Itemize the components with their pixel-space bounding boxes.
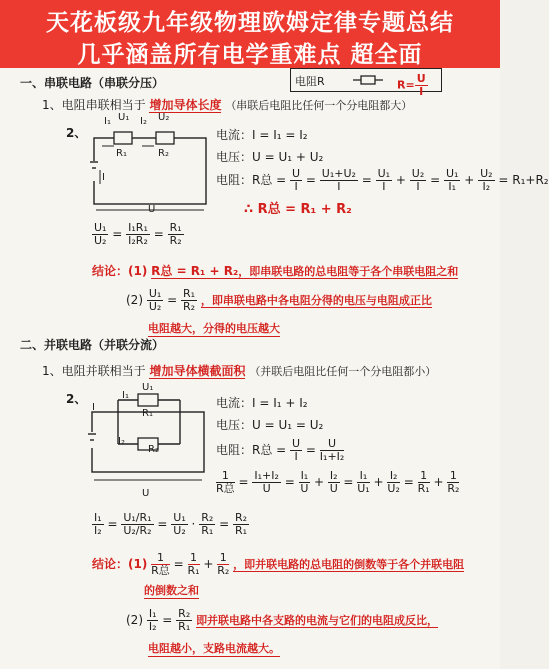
parallel-circuit-diagram [88, 392, 208, 488]
series-conclusion-2-lead: (2) [126, 293, 143, 307]
series-label-r2: R₂ [158, 148, 169, 159]
series-label-r1: R₁ [116, 148, 127, 159]
notes-page [0, 68, 549, 669]
series-circuit-diagram [90, 126, 220, 216]
series-point-2-number: 2、 [66, 126, 87, 140]
parallel-resistance-lead: 电阻：R总 = [216, 443, 287, 457]
series-label-u: U [148, 204, 156, 215]
series-label-i1: I₁ [104, 116, 111, 127]
parallel-label-r1: R₁ [142, 408, 153, 419]
legend-resistor-label: 电阻R [295, 75, 325, 88]
title-banner [0, 0, 500, 68]
parallel-label-i: I [92, 402, 95, 413]
series-label-i2: I₂ [140, 116, 147, 127]
series-conclusion-2-tail: 电阻越大，分得的电压越大 [148, 322, 280, 335]
series-conclusion-2-text: ，即串联电路中各电阻分得的电压与电阻成正比 [200, 294, 432, 307]
legend-box [290, 68, 442, 98]
series-conclusion-2: (2) $\frac{\text{U₁}}{\text{U₂}}$ = $\frac{\text{R₁}}{\text{R₂}}$ ，即串联电路中各电阻分得的电压与电阻成正比 [126, 287, 432, 313]
series-section-title: 一、串联电路（串联分压） [20, 76, 165, 90]
series-resistance-result: ∴ R总 = R₁ + R₂ [244, 202, 352, 217]
ohm-law-formula: R= $\frac{U}{I}$ [397, 72, 426, 98]
parallel-label-i2: I₂ [118, 436, 125, 447]
parallel-label-u1: U₁ [142, 382, 154, 393]
series-point-1 [42, 96, 412, 113]
parallel-voltage: 电压：U = U₁ = U₂ [216, 418, 324, 432]
series-conclusion-lead: 结论：(1) [92, 264, 148, 278]
parallel-conclusion-lead: 结论：(1) [92, 557, 148, 571]
series-label-u1: U₁ [118, 112, 130, 123]
series-point-1-lead: 1、电阻串联相当于 [42, 98, 146, 112]
parallel-point-1-highlight: 增加导体横截面积 [149, 364, 246, 378]
parallel-label-i1: I₁ [122, 390, 129, 401]
parallel-conclusion-1-tail: 的倒数之和 [144, 584, 199, 597]
series-point-1-note: （串联后电阻比任何一个分电阻都大） [225, 99, 413, 112]
parallel-point-2-number: 2、 [66, 392, 87, 406]
parallel-conclusion-2-text: 即并联电路中各支路的电流与它们的电阻成反比， [196, 614, 439, 627]
title-line-2: 几乎涵盖所有电学重难点 超全面 [77, 42, 423, 68]
parallel-point-1-lead: 1、电阻并联相当于 [42, 364, 146, 378]
series-label-u2: U₂ [158, 112, 170, 123]
title-line-1: 天花板级九年级物理欧姆定律专题总结 [46, 10, 454, 36]
parallel-current: 电流：I = I₁ + I₂ [216, 396, 308, 410]
parallel-point-1 [42, 362, 436, 379]
series-label-i: I [102, 172, 105, 183]
series-conclusion-1-text: ，即串联电路的总电阻等于各个串联电阻之和 [238, 265, 459, 278]
series-voltage-ratio: $\frac{\text{U₁}}{\text{U₂}}$ = $\frac{\text{I₁R₁}}{\text{I₂R₂}}$ = $\frac{\text{R₁}}{\text{R₂}}$ [94, 221, 182, 247]
series-voltage: 电压：U = U₁ + U₂ [216, 150, 324, 164]
parallel-resistance: 电阻：R总 = $\frac{U}{I}$ = $\frac{U}{\text{I₁+I₂}}$ [216, 437, 345, 463]
parallel-conclusion-2-tail: 电阻越小，支路电流越大。 [148, 642, 280, 655]
parallel-current-ratio: $\frac{\text{I₁}}{\text{I₂}}$ = $\frac{\text{U₁/R₁}}{\text{U₂/R₂}}$ = $\frac{\text{U₁}}{\text{U₂}}$ · $\frac{\text{R₂}}{\text{R₁}}$ = $\frac{\text{R₂}}{\text{R₁}}$ [94, 511, 247, 537]
series-conclusion-1-formula: R总 = R₁ + R₂ [151, 264, 239, 278]
series-resistance-lead: 电阻：R总 = [216, 173, 287, 187]
series-point-1-highlight: 增加导体长度 [149, 98, 222, 112]
resistor-symbol-icon [353, 74, 383, 86]
parallel-conclusion-2: (2) $\frac{\text{I₁}}{\text{I₂}}$ = $\frac{\text{R₂}}{\text{R₁}}$ 即并联电路中各支路的电流与它们的电阻成反比， [126, 607, 439, 633]
series-conclusion-1 [92, 262, 458, 279]
series-resistance: 电阻：R总 = $\frac{U}{I}$ = $\frac{\text{U₁+U₂}}{I}$ = $\frac{\text{U₁}}{I}$ + $\frac{\text{U₂}}{I}$ = $\frac{\text{U₁}}{\text{I₁}}$ + $\frac{\text{U₂}}{\text{I₂}}$ = R₁+R₂ [216, 167, 549, 193]
parallel-conclusion-1: 结论：(1) $\frac{1}{\text{R总}}$ = $\frac{1}{\text{R₁}}$ + $\frac{1}{\text{R₂}}$ ，即并联电路的总电阻的倒数等于各个并联电阻 [92, 551, 465, 577]
parallel-reciprocal: $\frac{1}{\text{R总}}$ = $\frac{\text{I₁+I₂}}{U}$ = $\frac{\text{I₁}}{U}$ + $\frac{\text{I₂}}{U}$ = $\frac{\text{I₁}}{\text{U₁}}$ + $\frac{\text{I₂}}{\text{U₂}}$ = $\frac{1}{\text{R₁}}$ + $\frac{1}{\text{R₂}}$ [216, 469, 460, 495]
parallel-section-title: 二、并联电路（并联分流） [20, 338, 165, 352]
parallel-label-u: U [142, 488, 150, 499]
parallel-label-r2: R₂ [148, 444, 159, 455]
parallel-conclusion-2-lead: (2) [126, 613, 143, 627]
series-current: 电流：I = I₁ = I₂ [216, 128, 308, 142]
parallel-conclusion-1-text: ，即并联电路的总电阻的倒数等于各个并联电阻 [233, 558, 465, 571]
parallel-point-1-note: （并联后电阻比任何一个分电阻都小） [249, 365, 437, 378]
